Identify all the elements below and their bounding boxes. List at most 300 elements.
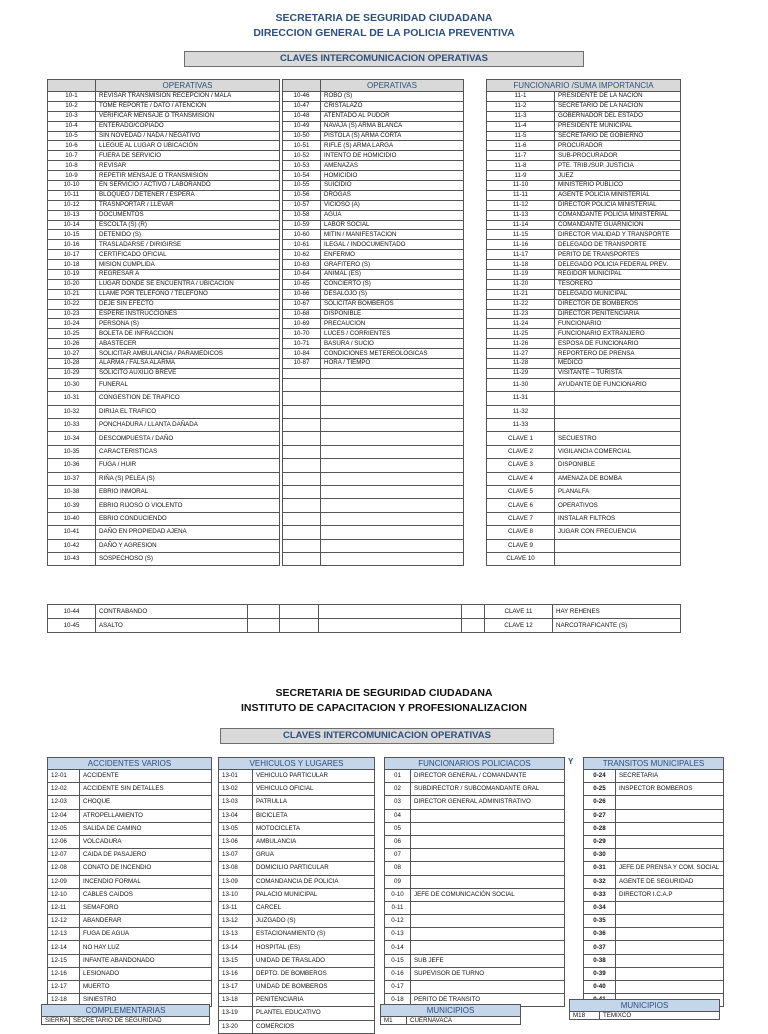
table-row xyxy=(584,888,724,901)
municipios-table xyxy=(380,1004,521,1025)
empty-cell xyxy=(321,392,464,405)
table-row xyxy=(283,111,464,121)
description-cell: CONDICIONES METEREOLOGICAS xyxy=(321,349,464,359)
page1-bottom-table xyxy=(47,604,681,633)
code-cell: 0-39 xyxy=(584,967,616,980)
code-cell: 11-6 xyxy=(487,141,555,151)
code-cell: 12-09 xyxy=(48,875,80,888)
code-cell: 10-2 xyxy=(48,101,96,111)
description-cell: LUGAR DONDE SE ENCUENTRA / UBICACIÓN xyxy=(96,279,280,289)
table-row xyxy=(487,121,681,131)
code-cell: 10-67 xyxy=(283,299,321,309)
code-cell: 11-33 xyxy=(487,419,555,432)
empty-cell xyxy=(280,619,319,633)
table-row xyxy=(48,967,212,980)
code-cell: 11-25 xyxy=(487,329,555,339)
code-cell: 12-03 xyxy=(48,796,80,809)
table-row xyxy=(584,915,724,928)
code-cell: 13-07 xyxy=(219,849,253,862)
table-row xyxy=(48,552,280,565)
code-cell: 0-15 xyxy=(385,954,411,967)
description-cell: CARCEL xyxy=(253,901,375,914)
code-cell: 11-19 xyxy=(487,270,555,280)
table-row xyxy=(48,299,280,309)
table-row xyxy=(219,994,375,1007)
description-cell: FUERA DE SERVICIO xyxy=(96,151,280,161)
code-cell: 10-45 xyxy=(48,619,96,633)
description-cell: DELEGADO MUNICIPAL xyxy=(555,289,681,299)
table-row xyxy=(283,210,464,220)
code-cell: 12-01 xyxy=(48,770,80,783)
code-cell: CLAVE 6 xyxy=(487,499,555,512)
code-cell: 10-33 xyxy=(48,419,96,432)
description-cell: DOCUMENTOS xyxy=(96,210,280,220)
table-row xyxy=(48,485,280,498)
description-cell: MISION CUMPLIDA xyxy=(96,260,280,270)
description-cell: COMANDANCIA DE POLICIA xyxy=(253,875,375,888)
description-cell: EN SERVICIO / ACTIVO / LABORANDO xyxy=(96,181,280,191)
description-cell: SUB JEFE xyxy=(411,954,565,967)
code-cell: 11-22 xyxy=(487,299,555,309)
description-cell: BLOQUEO / DETENER / ESPERA xyxy=(96,190,280,200)
description-cell xyxy=(616,796,724,809)
empty-cell xyxy=(248,605,280,619)
code-cell: 10-57 xyxy=(283,200,321,210)
table-row xyxy=(48,349,280,359)
code-cell: 10-20 xyxy=(48,279,96,289)
table-row xyxy=(48,796,212,809)
empty-cell xyxy=(283,552,321,565)
description-cell: CUERNAVACA xyxy=(407,1017,521,1025)
municipios-header: MUNICIPIOS xyxy=(381,1005,521,1017)
code-cell: 10-49 xyxy=(283,121,321,131)
description-cell xyxy=(411,928,565,941)
table-row xyxy=(385,901,565,914)
description-cell: FUGA / HUIR xyxy=(96,459,280,472)
description-cell: CAIDA DE PASAJERO xyxy=(80,849,212,862)
description-cell: ALARMA / FALSA ALARMA xyxy=(96,359,280,369)
code-cell: 11-24 xyxy=(487,319,555,329)
empty-cell xyxy=(321,378,464,391)
description-cell: INTENTO DE HOMICIDIO xyxy=(321,151,464,161)
code-cell: 13-03 xyxy=(219,796,253,809)
empty-cell xyxy=(462,619,485,633)
table-row xyxy=(487,151,681,161)
description-cell: LESIONADO xyxy=(80,967,212,980)
code-cell: 10-7 xyxy=(48,151,96,161)
table-row xyxy=(584,796,724,809)
code-cell: 10-42 xyxy=(48,539,96,552)
code-cell: 10-56 xyxy=(283,190,321,200)
description-cell: PISTOLA (S) ARMA CORTA xyxy=(321,131,464,141)
code-cell: 0-14 xyxy=(385,941,411,954)
description-cell: VOLCADURA xyxy=(80,835,212,848)
code-cell: 11-27 xyxy=(487,349,555,359)
table-row xyxy=(219,915,375,928)
code-cell: 10-71 xyxy=(283,339,321,349)
code-cell: 10-11 xyxy=(48,190,96,200)
code-cell: 0-31 xyxy=(584,862,616,875)
empty-cell xyxy=(321,499,464,512)
description-cell: BASURA / SUCIO xyxy=(321,339,464,349)
code-cell: 07 xyxy=(385,849,411,862)
table-row xyxy=(48,849,212,862)
code-cell: 10-70 xyxy=(283,329,321,339)
code-cell: 11-21 xyxy=(487,289,555,299)
description-cell: GRUA xyxy=(253,849,375,862)
code-cell: 10-84 xyxy=(283,349,321,359)
code-cell: 10-37 xyxy=(48,472,96,485)
description-cell: HORA / TIEMPO xyxy=(321,359,464,369)
code-cell: 10-60 xyxy=(283,230,321,240)
description-cell: PENITENCIARIA xyxy=(253,994,375,1007)
description-cell: TRASNPORTAR / LLEVAR xyxy=(96,200,280,210)
table-row xyxy=(487,419,681,432)
code-cell: 10-38 xyxy=(48,485,96,498)
table-row xyxy=(48,121,280,131)
municipios-header-2: MUNICIPIOS xyxy=(570,1000,720,1012)
empty-cell xyxy=(321,368,464,378)
empty-cell xyxy=(321,432,464,445)
empty-cell xyxy=(319,619,462,633)
table-row xyxy=(48,319,280,329)
empty-cell xyxy=(321,419,464,432)
code-cell: 11-8 xyxy=(487,161,555,171)
table-row xyxy=(48,512,280,525)
table-row xyxy=(48,392,280,405)
code-cell: 11-2 xyxy=(487,101,555,111)
operativas-table-1 xyxy=(47,79,280,566)
table-row xyxy=(48,260,280,270)
code-cell: 0-18 xyxy=(385,994,411,1007)
empty-cell xyxy=(283,432,321,445)
table-row xyxy=(283,270,464,280)
table-row xyxy=(283,131,464,141)
table-row xyxy=(487,432,681,445)
description-cell: SALIDA DE CAMINO xyxy=(80,822,212,835)
code-cell: CLAVE 4 xyxy=(487,472,555,485)
table-row xyxy=(48,92,280,102)
description-cell: OPERATIVOS xyxy=(555,499,681,512)
table-row xyxy=(48,875,212,888)
code-cell: 12-06 xyxy=(48,835,80,848)
description-cell: LUCES / CORRIENTES xyxy=(321,329,464,339)
table-row xyxy=(487,101,681,111)
description-cell: ACCIDENTE SIN DETALLES xyxy=(80,783,212,796)
description-cell: JUGAR CON FRECUENCIA xyxy=(555,526,681,539)
empty-cell xyxy=(321,539,464,552)
description-cell: DIRECTOR VIALIDAD Y TRANSPORTE xyxy=(555,230,681,240)
description-cell: ILEGAL / INDOCUMENTADO xyxy=(321,240,464,250)
table-row xyxy=(48,289,280,299)
table-row xyxy=(219,835,375,848)
table-row xyxy=(487,141,681,151)
code-cell: 0-35 xyxy=(584,915,616,928)
table-row xyxy=(48,954,212,967)
code-cell: 0-29 xyxy=(584,835,616,848)
code-cell: 10-50 xyxy=(283,131,321,141)
description-cell: BOLETA DE INFRACCION xyxy=(96,329,280,339)
operativas-header-1: OPERATIVAS xyxy=(96,80,280,92)
code-cell: 11-17 xyxy=(487,250,555,260)
empty-row xyxy=(283,499,464,512)
table-row xyxy=(487,190,681,200)
code-cell: 13-16 xyxy=(219,967,253,980)
description-cell xyxy=(411,849,565,862)
code-cell: 10-48 xyxy=(283,111,321,121)
table-row xyxy=(48,279,280,289)
description-cell: NO HAY LUZ xyxy=(80,941,212,954)
transitos-header: TRANSITOS MUNICIPALES xyxy=(584,758,724,770)
empty-row xyxy=(283,485,464,498)
description-cell xyxy=(616,809,724,822)
table-row xyxy=(487,552,681,565)
code-cell: 06 xyxy=(385,835,411,848)
description-cell xyxy=(616,967,724,980)
description-cell: COMERCIOS xyxy=(253,1020,375,1033)
table-row xyxy=(487,349,681,359)
description-cell: INSPECTOR BOMBEROS xyxy=(616,783,724,796)
code-cell: 0-10 xyxy=(385,888,411,901)
empty-cell xyxy=(283,419,321,432)
table-row xyxy=(48,472,280,485)
table-row xyxy=(283,200,464,210)
table-row xyxy=(385,967,565,980)
table-row xyxy=(487,309,681,319)
funcionarios-header: FUNCIONARIOS POLICIACOS xyxy=(385,758,565,770)
code-cell: 0-25 xyxy=(584,783,616,796)
table-row xyxy=(48,915,212,928)
description-cell: TEMIXCO xyxy=(600,1012,720,1020)
table-row xyxy=(48,526,280,539)
description-cell: PTE. TRIB./SUP. JUSTICIA xyxy=(555,161,681,171)
description-cell xyxy=(411,835,565,848)
table-row xyxy=(48,111,280,121)
description-cell: DISPONIBLE xyxy=(555,459,681,472)
description-cell: REGIDOR MUNICIPAL xyxy=(555,270,681,280)
code-cell: 11-14 xyxy=(487,220,555,230)
code-cell: 12-02 xyxy=(48,783,80,796)
code-cell: 10-4 xyxy=(48,121,96,131)
code-cell: 11-10 xyxy=(487,181,555,191)
empty-cell xyxy=(319,605,462,619)
empty-cell xyxy=(283,445,321,458)
description-cell: DELEGADO POLICIA FEDERAL PREV. xyxy=(555,260,681,270)
description-cell: ENFERMO xyxy=(321,250,464,260)
operativas-header-2: OPERATIVAS xyxy=(321,80,464,92)
code-cell: 10-30 xyxy=(48,378,96,391)
table-row xyxy=(283,359,464,369)
code-cell: 11-18 xyxy=(487,260,555,270)
code-cell: 11-7 xyxy=(487,151,555,161)
code-cell: 10-66 xyxy=(283,289,321,299)
code-cell: 12-10 xyxy=(48,888,80,901)
description-cell: DESCOMPUESTA / DAÑO xyxy=(96,432,280,445)
description-cell: DROGAS xyxy=(321,190,464,200)
code-cell: 10-36 xyxy=(48,459,96,472)
table-row xyxy=(385,954,565,967)
table-row xyxy=(385,941,565,954)
code-cell: SIERRA xyxy=(42,1017,70,1025)
description-cell: DIRECTOR DE BOMBEROS xyxy=(555,299,681,309)
description-cell: DEPTO. DE BOMBEROS xyxy=(253,967,375,980)
description-cell: ABANDERAR xyxy=(80,915,212,928)
table-row xyxy=(487,210,681,220)
code-cell: 10-26 xyxy=(48,339,96,349)
code-cell: 11-11 xyxy=(487,190,555,200)
table-row xyxy=(283,92,464,102)
description-cell: MITIN / MANIFESTACION xyxy=(321,230,464,240)
table-row xyxy=(487,378,681,391)
description-cell: TOME REPORTE / DATO / ATENCION xyxy=(96,101,280,111)
code-cell: 10-3 xyxy=(48,111,96,121)
table-row xyxy=(283,161,464,171)
empty-cell xyxy=(321,526,464,539)
table-row xyxy=(584,941,724,954)
code-cell: 09 xyxy=(385,875,411,888)
table-row xyxy=(487,299,681,309)
code-cell: 13-19 xyxy=(219,1007,253,1020)
description-cell: SUICIDIO xyxy=(321,181,464,191)
code-cell: 11-16 xyxy=(487,240,555,250)
empty-row xyxy=(283,512,464,525)
table-row xyxy=(283,220,464,230)
description-cell: SECRETARIO DE LA NACION xyxy=(555,101,681,111)
code-cell: 0-12 xyxy=(385,915,411,928)
description-cell xyxy=(616,822,724,835)
description-cell: PRESIDENTE DE LA NACION xyxy=(555,92,681,102)
code-cell: 10-31 xyxy=(48,392,96,405)
table-row xyxy=(487,445,681,458)
table-row xyxy=(48,329,280,339)
description-cell: REGRESAR A xyxy=(96,270,280,280)
table-row xyxy=(385,822,565,835)
code-cell: 13-08 xyxy=(219,862,253,875)
table-row xyxy=(48,783,212,796)
code-cell: 10-65 xyxy=(283,279,321,289)
table-row xyxy=(385,796,565,809)
description-cell: MOTOCICLETA xyxy=(253,822,375,835)
table-row xyxy=(219,783,375,796)
table-row xyxy=(219,796,375,809)
table-row xyxy=(283,339,464,349)
table-row xyxy=(487,220,681,230)
table-row xyxy=(487,270,681,280)
code-cell: 11-5 xyxy=(487,131,555,141)
description-cell: ESPERE INSTRUCCIONES xyxy=(96,309,280,319)
code-cell: 0-30 xyxy=(584,849,616,862)
code-cell: 13-01 xyxy=(219,770,253,783)
table-row xyxy=(487,319,681,329)
description-cell: MEDICO xyxy=(555,359,681,369)
code-cell: 10-69 xyxy=(283,319,321,329)
table-row xyxy=(48,405,280,418)
empty-cell xyxy=(283,368,321,378)
code-cell: 10-23 xyxy=(48,309,96,319)
description-cell: SINIESTRO xyxy=(80,994,212,1007)
code-cell: 11-9 xyxy=(487,171,555,181)
code-cell: 10-58 xyxy=(283,210,321,220)
description-cell xyxy=(616,981,724,994)
code-cell: 0-36 xyxy=(584,928,616,941)
description-cell: ESPOSA DE FUNCIONARIO xyxy=(555,339,681,349)
description-cell xyxy=(411,862,565,875)
description-cell: COMANDANTE GUARNICION xyxy=(555,220,681,230)
code-cell: 0-11 xyxy=(385,901,411,914)
description-cell: ESTACIONAMIENTO (S) xyxy=(253,928,375,941)
y-separator: Y xyxy=(568,757,574,766)
empty-row xyxy=(283,378,464,391)
code-cell: 10-13 xyxy=(48,210,96,220)
empty-row xyxy=(283,472,464,485)
empty-row xyxy=(283,539,464,552)
description-cell: PLANTEL EDUCATIVO xyxy=(253,1007,375,1020)
empty-cell xyxy=(462,605,485,619)
table-row xyxy=(283,289,464,299)
code-cell: 08 xyxy=(385,862,411,875)
description-cell: NARCOTRAFICANTE (S) xyxy=(553,619,681,633)
table-row xyxy=(48,901,212,914)
table-row xyxy=(584,967,724,980)
table-row xyxy=(48,888,212,901)
description-cell: DIRECTOR PENITENCIARIA xyxy=(555,309,681,319)
empty-row xyxy=(283,526,464,539)
table-row xyxy=(219,941,375,954)
page1-banner: CLAVES INTERCOMUNICACION OPERATIVAS xyxy=(184,51,584,67)
code-cell: 0-32 xyxy=(584,875,616,888)
description-cell: SOLICITO AUXILIO BREVE xyxy=(96,368,280,378)
description-cell: SECRETARIA xyxy=(616,770,724,783)
description-cell: JUZGADO (S) xyxy=(253,915,375,928)
description-cell: AGENTE POLICIA MINISTERIAL xyxy=(555,190,681,200)
empty-cell xyxy=(283,512,321,525)
table-row xyxy=(283,141,464,151)
table-row xyxy=(48,151,280,161)
table-row xyxy=(487,539,681,552)
code-cell: 12-14 xyxy=(48,941,80,954)
description-cell xyxy=(555,419,681,432)
table-row xyxy=(48,190,280,200)
table-row xyxy=(584,809,724,822)
description-cell: EBRIO INMORAL xyxy=(96,485,280,498)
description-cell: DIRIJA EL TRAFICO xyxy=(96,405,280,418)
table-row xyxy=(584,875,724,888)
empty-cell xyxy=(283,472,321,485)
code-cell: 13-02 xyxy=(219,783,253,796)
description-cell: HAY REHENES xyxy=(553,605,681,619)
table-row xyxy=(487,181,681,191)
code-cell: 10-39 xyxy=(48,499,96,512)
description-cell: VEHICULO PARTICULAR xyxy=(253,770,375,783)
table-row xyxy=(48,161,280,171)
empty-cell xyxy=(280,605,319,619)
table-row xyxy=(48,605,681,619)
description-cell: PERSONA (S) xyxy=(96,319,280,329)
table-row xyxy=(283,171,464,181)
description-cell: ATROPELLAMIENTO xyxy=(80,809,212,822)
code-cell: 11-20 xyxy=(487,279,555,289)
table-row xyxy=(48,210,280,220)
description-cell: INSTALAR FILTROS xyxy=(555,512,681,525)
table-row xyxy=(381,1017,521,1025)
code-cell: 10-64 xyxy=(283,270,321,280)
code-cell: 10-59 xyxy=(283,220,321,230)
code-cell: 11-13 xyxy=(487,210,555,220)
table-row xyxy=(385,783,565,796)
empty-cell xyxy=(321,472,464,485)
table-row xyxy=(48,809,212,822)
description-cell: CARACTERISTICAS xyxy=(96,445,280,458)
